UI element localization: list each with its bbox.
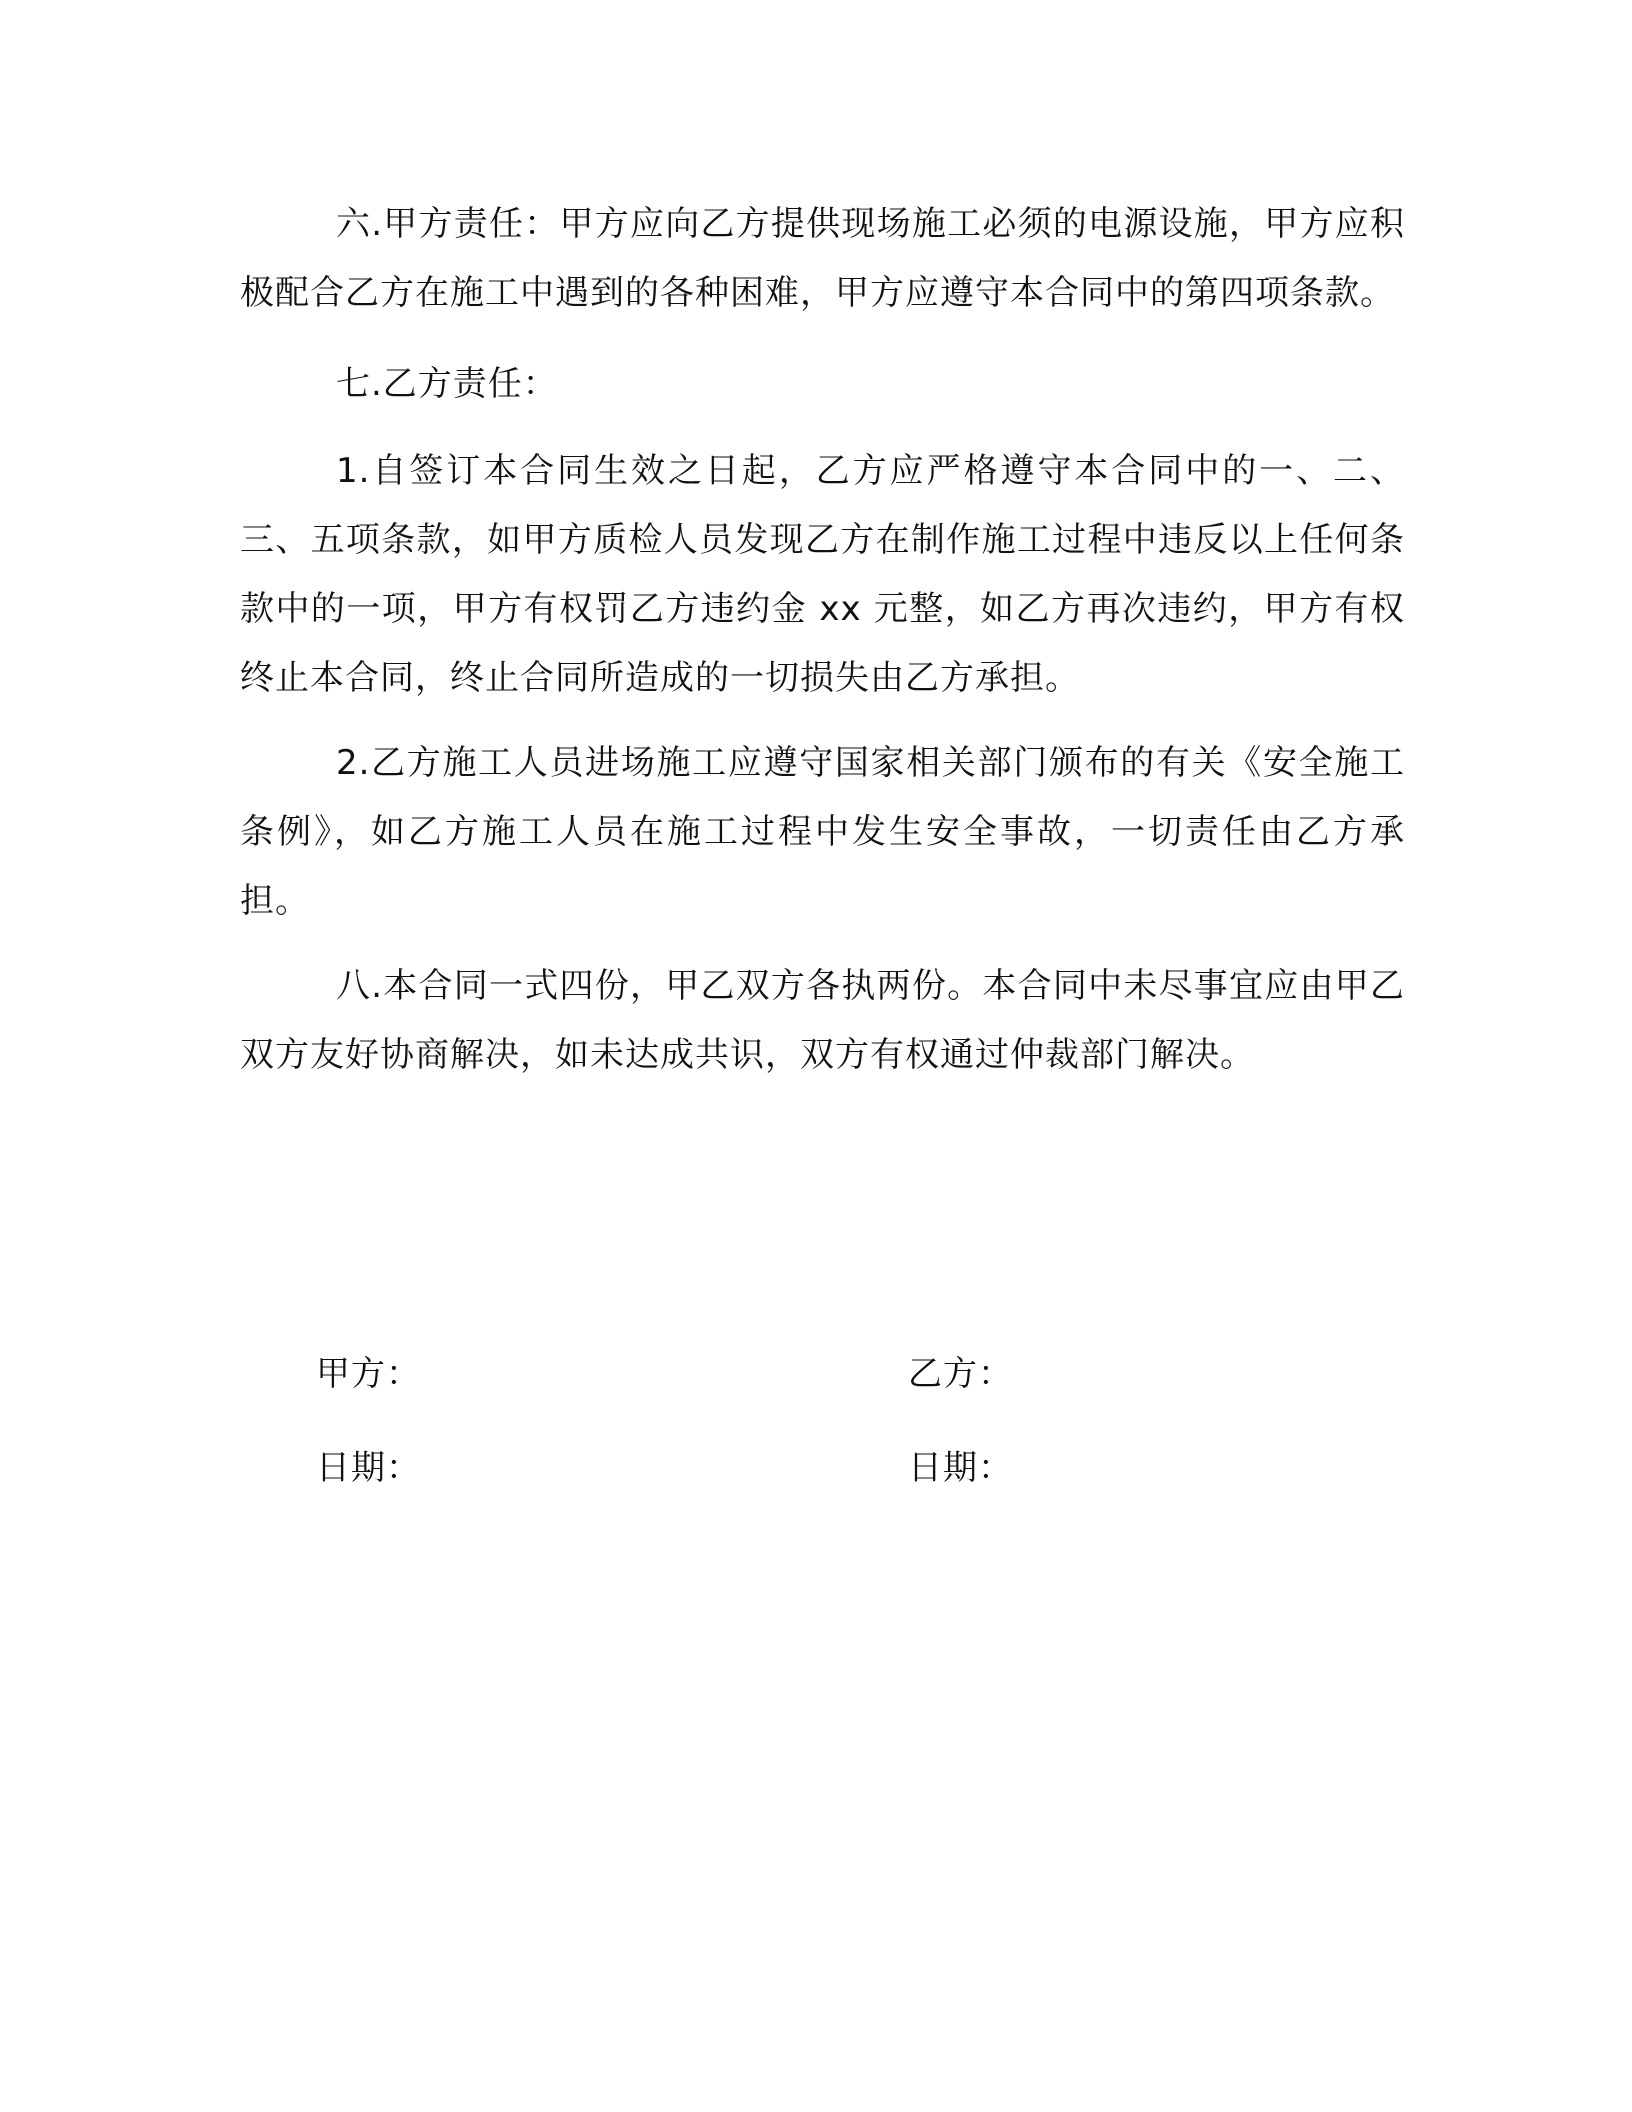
party-b-signature-label: 乙方： — [908, 1354, 1013, 1394]
party-a-date-label: 日期： — [316, 1448, 421, 1488]
party-a-signature-label: 甲方： — [316, 1354, 421, 1394]
clause-eight-copies-and-disputes: 八.本合同一式四份，甲乙双方各执两份。本合同中未尽事宜应由甲乙双方友好协商解决，如未达成共识，双方有权通过仲裁部门解决。 — [240, 966, 1405, 1075]
signature-block — [0, 1350, 1632, 1510]
contract-body — [240, 190, 1405, 1090]
party-b-date-label: 日期： — [908, 1448, 1013, 1488]
clause-seven-item-1: 1.自签订本合同生效之日起，乙方应严格遵守本合同中的一、二、三、五项条款，如甲方质检人员发现乙方在制作施工过程中违反以上任何条款中的一项，甲方有权罚乙方违约金 xx 元整，如乙方再次违约，甲方有权终止本合同，终止合同所造成的一切损失由乙方承担。 — [240, 451, 1405, 698]
clause-seven-item-2: 2.乙方施工人员进场施工应遵守国家相关部门颁布的有关《安全施工条例》，如乙方施工人员在施工过程中发生安全事故，一切责任由乙方承担。 — [240, 743, 1405, 921]
clause-six-party-a-responsibility: 六.甲方责任：甲方应向乙方提供现场施工必须的电源设施，甲方应积极配合乙方在施工中遇到的各种困难，甲方应遵守本合同中的第四项条款。 — [240, 204, 1405, 313]
clause-seven-heading: 七.乙方责任： — [336, 364, 558, 404]
